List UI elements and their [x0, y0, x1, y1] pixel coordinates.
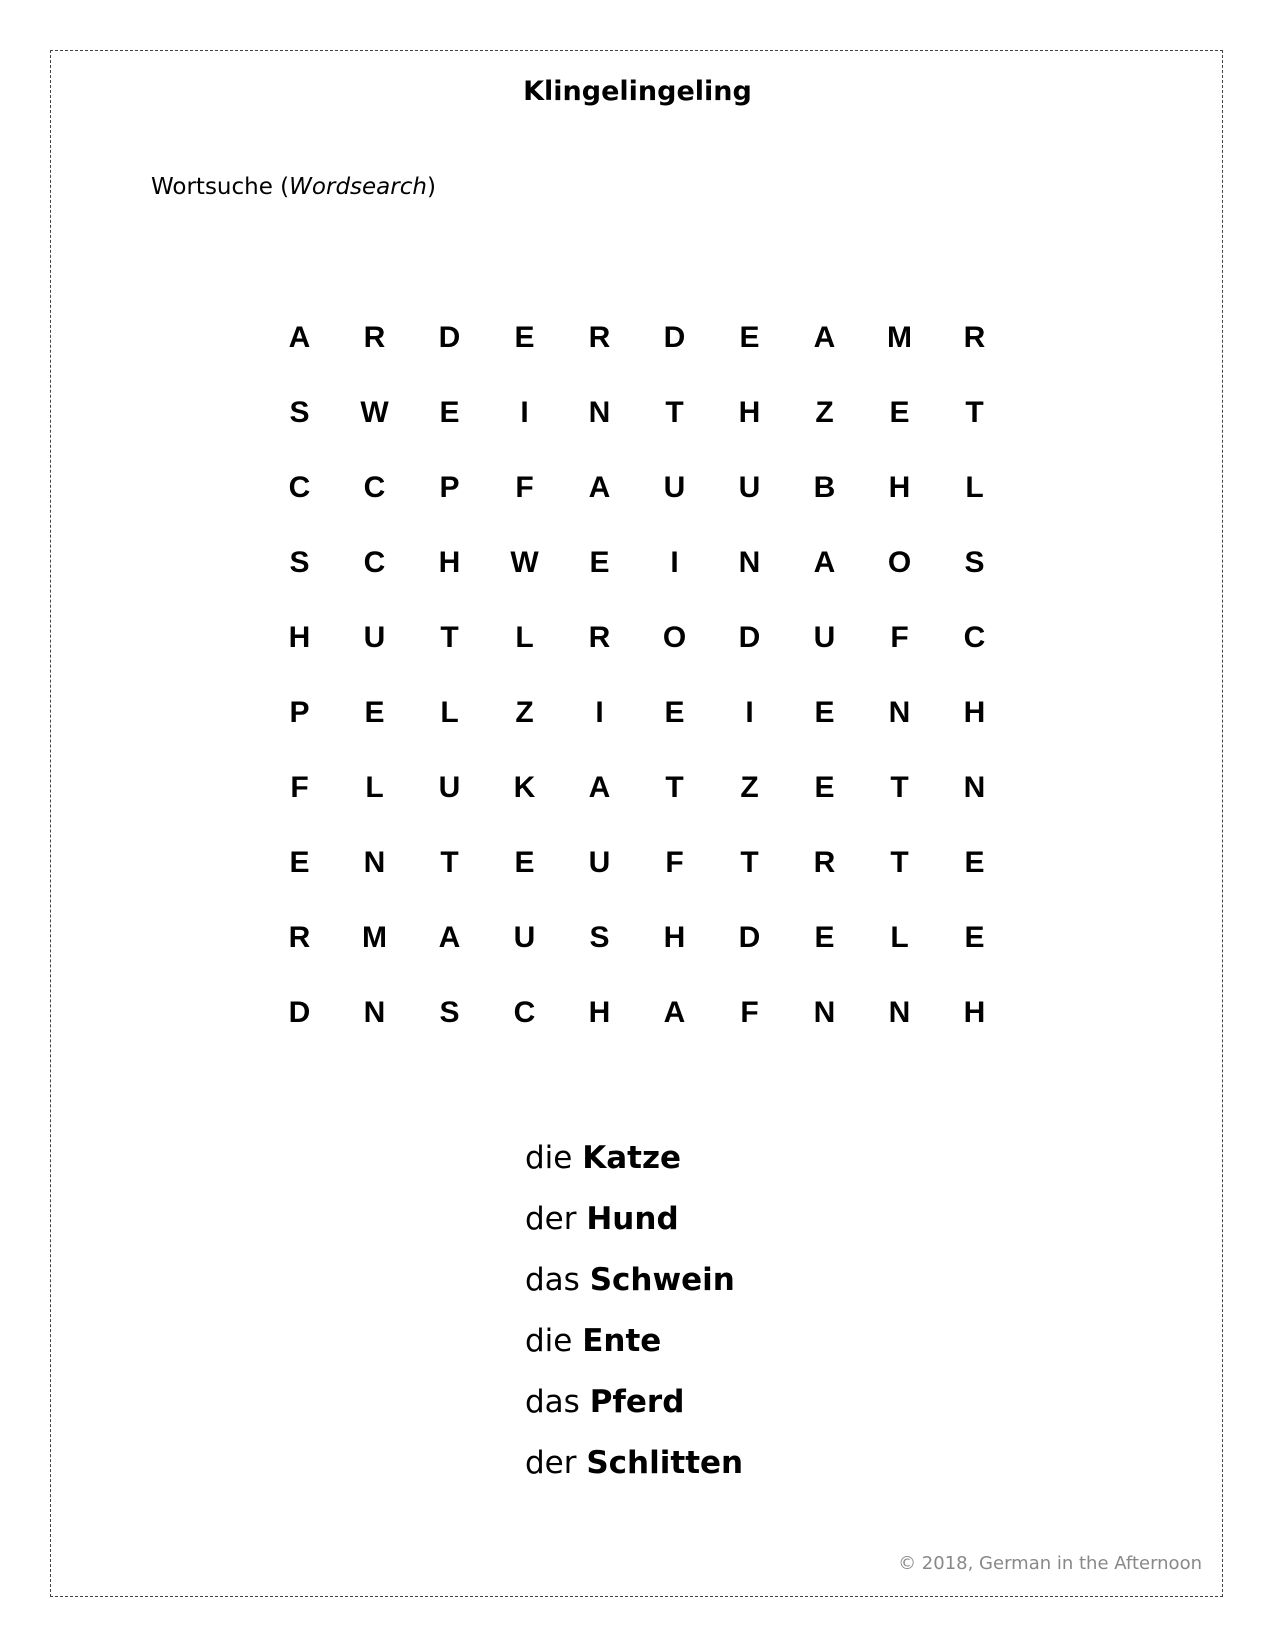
page-title: Klingelingeling [523, 76, 752, 107]
grid-letter[interactable]: U [363, 620, 386, 654]
grid-letter[interactable]: L [515, 620, 534, 654]
grid-letter[interactable]: L [890, 920, 909, 954]
grid-letter[interactable]: A [588, 470, 611, 504]
word-noun: Hund [586, 1201, 679, 1237]
word-article: die [525, 1140, 573, 1176]
grid-letter[interactable]: O [887, 545, 912, 579]
word-noun: Katze [582, 1140, 682, 1176]
grid-letter[interactable]: A [288, 320, 311, 354]
grid-letter[interactable]: S [589, 920, 610, 954]
grid-letter[interactable]: Z [515, 695, 534, 729]
grid-letter[interactable]: I [670, 545, 679, 579]
word-list-item [525, 1201, 743, 1262]
grid-letter[interactable]: E [964, 920, 985, 954]
grid-letter[interactable]: I [595, 695, 604, 729]
word-article: das [525, 1384, 580, 1420]
grid-letter[interactable]: S [289, 545, 310, 579]
grid-letter[interactable]: D [438, 320, 461, 354]
worksheet-subtitle [151, 174, 436, 200]
word-list-item [525, 1323, 743, 1384]
grid-letter[interactable]: R [588, 620, 611, 654]
grid-letter[interactable]: U [813, 620, 836, 654]
word-list-item [525, 1445, 743, 1506]
grid-letter[interactable]: T [965, 395, 984, 429]
grid-letter[interactable]: R [813, 845, 836, 879]
grid-letter[interactable]: C [288, 470, 311, 504]
grid-letter[interactable]: I [520, 395, 529, 429]
grid-letter[interactable]: H [738, 395, 761, 429]
grid-letter[interactable]: O [662, 620, 687, 654]
word-noun: Schwein [589, 1262, 735, 1298]
grid-letter[interactable]: L [965, 470, 984, 504]
word-article: das [525, 1262, 580, 1298]
grid-letter[interactable]: T [890, 845, 909, 879]
grid-letter[interactable]: M [362, 920, 387, 954]
grid-letter[interactable]: H [663, 920, 686, 954]
grid-letter[interactable]: H [438, 545, 461, 579]
grid-letter[interactable]: H [888, 470, 911, 504]
grid-letter[interactable]: E [514, 320, 535, 354]
grid-letter[interactable]: A [438, 920, 461, 954]
grid-letter[interactable]: T [740, 845, 759, 879]
grid-letter[interactable]: T [890, 770, 909, 804]
grid-letter[interactable]: A [813, 320, 836, 354]
grid-letter[interactable]: U [513, 920, 536, 954]
grid-letter[interactable]: P [439, 470, 460, 504]
word-article: der [525, 1201, 577, 1237]
grid-letter[interactable]: I [745, 695, 754, 729]
grid-letter[interactable]: U [438, 770, 461, 804]
grid-letter[interactable]: H [963, 995, 986, 1029]
grid-letter[interactable]: L [440, 695, 459, 729]
grid-letter[interactable]: S [289, 395, 310, 429]
grid-letter[interactable]: A [588, 770, 611, 804]
grid-letter[interactable]: N [888, 695, 911, 729]
grid-letter[interactable]: Z [815, 395, 834, 429]
grid-letter[interactable]: E [889, 395, 910, 429]
grid-letter[interactable]: U [738, 470, 761, 504]
grid-letter[interactable]: D [738, 620, 761, 654]
grid-letter[interactable]: H [588, 995, 611, 1029]
subtitle-prefix: Wortsuche ( [151, 174, 290, 200]
grid-letter[interactable]: E [589, 545, 610, 579]
grid-letter[interactable]: N [813, 995, 836, 1029]
word-article: die [525, 1323, 573, 1359]
grid-letter[interactable]: U [663, 470, 686, 504]
word-list-item [525, 1262, 743, 1323]
grid-letter[interactable]: E [514, 845, 535, 879]
grid-letter[interactable]: A [663, 995, 686, 1029]
word-list-item [525, 1140, 743, 1201]
grid-letter[interactable]: W [360, 395, 389, 429]
grid-letter[interactable]: N [738, 545, 761, 579]
grid-letter[interactable]: Z [740, 770, 759, 804]
grid-letter[interactable]: F [740, 995, 759, 1029]
grid-letter[interactable]: E [814, 920, 835, 954]
grid-letter[interactable]: B [813, 470, 836, 504]
grid-letter[interactable]: N [363, 845, 386, 879]
grid-letter[interactable]: E [814, 695, 835, 729]
word-noun: Schlitten [586, 1445, 744, 1481]
grid-letter[interactable]: E [364, 695, 385, 729]
grid-letter[interactable]: F [890, 620, 909, 654]
grid-letter[interactable]: C [513, 995, 536, 1029]
word-list-item [525, 1384, 743, 1445]
subtitle-english: Wordsearch [289, 174, 427, 200]
grid-letter[interactable]: N [888, 995, 911, 1029]
grid-letter[interactable]: A [813, 545, 836, 579]
grid-letter[interactable]: R [963, 320, 986, 354]
grid-letter[interactable]: K [513, 770, 536, 804]
grid-letter[interactable]: U [588, 845, 611, 879]
grid-letter[interactable]: N [963, 770, 986, 804]
word-noun: Ente [582, 1323, 662, 1359]
grid-letter[interactable]: R [363, 320, 386, 354]
subtitle-suffix: ) [426, 174, 436, 200]
grid-letter[interactable]: F [290, 770, 309, 804]
grid-letter[interactable]: E [439, 395, 460, 429]
grid-letter[interactable]: H [288, 620, 311, 654]
grid-letter[interactable]: S [439, 995, 460, 1029]
grid-letter[interactable]: W [510, 545, 539, 579]
grid-letter[interactable]: T [440, 845, 459, 879]
word-article: der [525, 1445, 577, 1481]
grid-letter[interactable]: L [365, 770, 384, 804]
grid-letter[interactable]: C [363, 545, 386, 579]
grid-letter[interactable]: D [663, 320, 686, 354]
grid-letter[interactable]: P [289, 695, 310, 729]
copyright-notice: © 2018, German in the Afternoon [898, 1553, 1202, 1574]
grid-letter[interactable]: E [739, 320, 760, 354]
grid-letter[interactable]: D [738, 920, 761, 954]
wordsearch-grid [262, 320, 1012, 1070]
grid-letter[interactable]: T [440, 620, 459, 654]
grid-letter[interactable]: F [515, 470, 534, 504]
grid-letter[interactable]: T [665, 770, 684, 804]
grid-letter[interactable]: E [289, 845, 310, 879]
grid-letter[interactable]: H [963, 695, 986, 729]
grid-letter[interactable]: E [814, 770, 835, 804]
grid-letter[interactable]: C [363, 470, 386, 504]
grid-letter[interactable]: D [288, 995, 311, 1029]
grid-letter[interactable]: T [665, 395, 684, 429]
grid-letter[interactable]: E [664, 695, 685, 729]
grid-letter[interactable]: N [588, 395, 611, 429]
grid-letter[interactable]: M [887, 320, 912, 354]
grid-letter[interactable]: R [588, 320, 611, 354]
word-noun: Pferd [589, 1384, 685, 1420]
grid-letter[interactable]: N [363, 995, 386, 1029]
grid-letter[interactable]: C [963, 620, 986, 654]
grid-letter[interactable]: E [964, 845, 985, 879]
grid-letter[interactable]: R [288, 920, 311, 954]
grid-letter[interactable]: S [964, 545, 985, 579]
grid-letter[interactable]: F [665, 845, 684, 879]
word-list [525, 1140, 743, 1506]
